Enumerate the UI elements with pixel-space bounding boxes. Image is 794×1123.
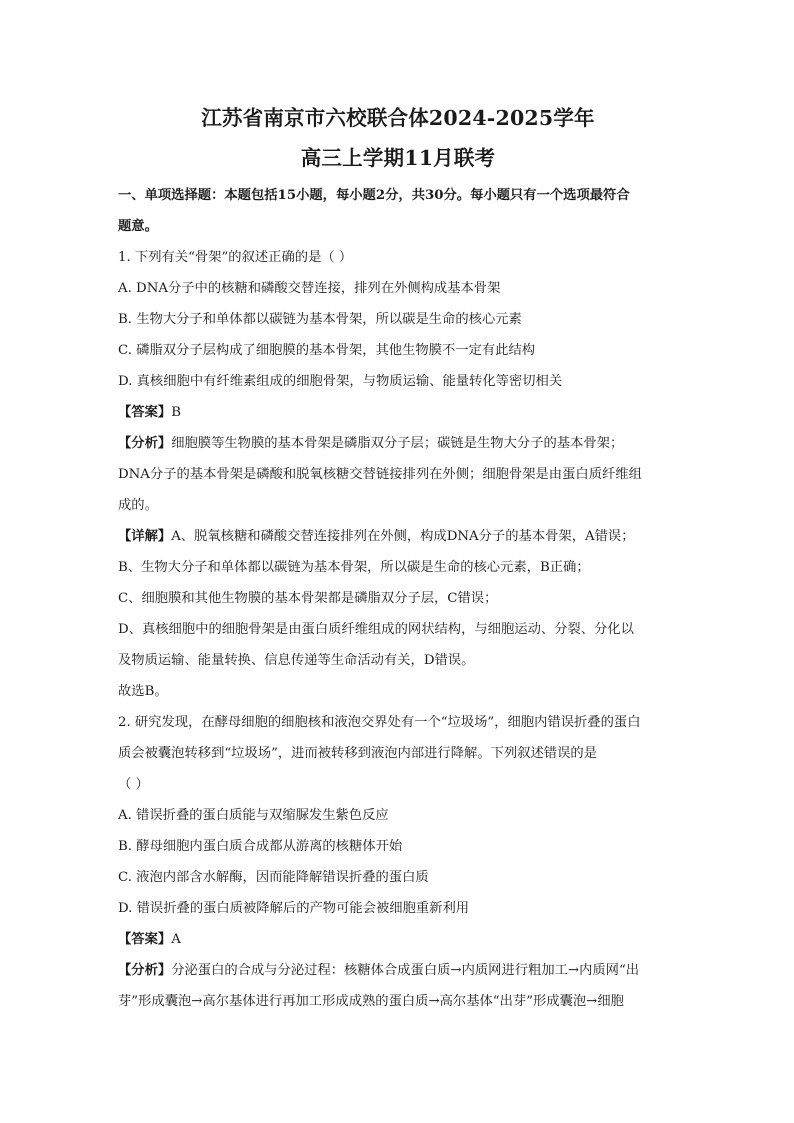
q1-detail-line1: 【详解】A、脱氧核糖和磷酸交替连接排列在外侧，构成DNA分子的基本骨架，A错误；: [118, 529, 635, 544]
q1-option-c: C. 磷脂双分子层构成了细胞膜的基本骨架，其他生物膜不一定有此结构: [118, 343, 536, 358]
q1-conclusion: 故选B。: [118, 684, 168, 699]
q2-answer: [118, 924, 678, 955]
answer-tag: 【答案】: [118, 405, 172, 420]
section-header-line1: 一、单项选择题：本题包括15小题，每小题2分，共30分。每小题只有一个选项最符合: [118, 188, 630, 203]
q1-analysis-line1: 【分析】细胞膜等生物膜的基本骨架是磷脂双分子层；碳链是生物大分子的基本骨架；: [118, 436, 624, 451]
document-title-line1: 江苏省南京市六校联合体2024-2025学年: [201, 106, 595, 130]
q1-analysis-line3: 成的。: [118, 498, 158, 513]
q2-option-b: B. 酵母细胞内蛋白质合成都从游离的核糖体开始: [118, 839, 403, 854]
document-title-line2: 高三上学期11月联考: [300, 146, 496, 170]
q1-answer: [118, 397, 678, 428]
q1-detail-line2: B、生物大分子和单体都以碳链为基本骨架，所以碳是生命的核心元素，B正确；: [118, 560, 590, 575]
q1-option-a: A. DNA分子中的核糖和磷酸交替连接，排列在外侧构成基本骨架: [118, 281, 501, 296]
analysis-tag: 【分析】: [118, 963, 172, 978]
q1-detail-line4: D、真核细胞中的细胞骨架是由蛋白质纤维组成的网状结构，与细胞运动、分裂、分化以: [118, 622, 634, 637]
document-page: [118, 100, 678, 1017]
q2-analysis-line1: 【分析】分泌蛋白的合成与分泌过程：核糖体合成蛋白质→内质网进行粗加工→内质网“出: [118, 963, 640, 978]
q1-answer-value: B: [171, 405, 181, 420]
section-header-line2: 题意。: [118, 219, 158, 234]
q2-stem-line2: 质会被囊泡转移到“垃圾场”，进而被转移到液泡内部进行降解。下列叙述错误的是: [118, 746, 597, 761]
q2-option-a: A. 错误折叠的蛋白质能与双缩脲发生紫色反应: [118, 808, 389, 823]
answer-tag: 【答案】: [118, 932, 172, 947]
q1-option-d: D. 真核细胞中有纤维素组成的细胞骨架，与物质运输、能量转化等密切相关: [118, 374, 563, 389]
q2-option-d: D. 错误折叠的蛋白质被降解后的产物可能会被细胞重新利用: [118, 901, 470, 916]
analysis-tag: 【分析】: [118, 436, 172, 451]
q2-stem-line1: 2. 研究发现，在酵母细胞的细胞核和液泡交界处有一个“垃圾场”，细胞内错误折叠的蛋白: [118, 715, 641, 730]
q2-answer-value: A: [171, 932, 181, 947]
q1-analysis-line2: DNA分子的基本骨架是磷酸和脱氧核糖交替链接排列在外侧；细胞骨架是由蛋白质纤维组: [118, 467, 642, 482]
q1-option-b: B. 生物大分子和单体都以碳链为基本骨架，所以碳是生命的核心元素: [118, 312, 522, 327]
q2-option-c: C. 液泡内部含水解酶，因而能降解错误折叠的蛋白质: [118, 870, 429, 885]
q2-stem-line3: （ ）: [118, 777, 149, 792]
q1-detail-line5: 及物质运输、能量转换、信息传递等生命活动有关，D错误。: [118, 653, 475, 668]
detail-tag: 【详解】: [118, 529, 172, 544]
q1-detail-line3: C、细胞膜和其他生物膜的基本骨架都是磷脂双分子层，C错误；: [118, 591, 498, 606]
q1-stem: 1. 下列有关“骨架”的叙述正确的是（ ）: [118, 250, 353, 265]
q2-analysis-line2: 芽”形成囊泡→高尔基体进行再加工形成成熟的蛋白质→高尔基体“出芽”形成囊泡→细胞: [118, 994, 624, 1009]
